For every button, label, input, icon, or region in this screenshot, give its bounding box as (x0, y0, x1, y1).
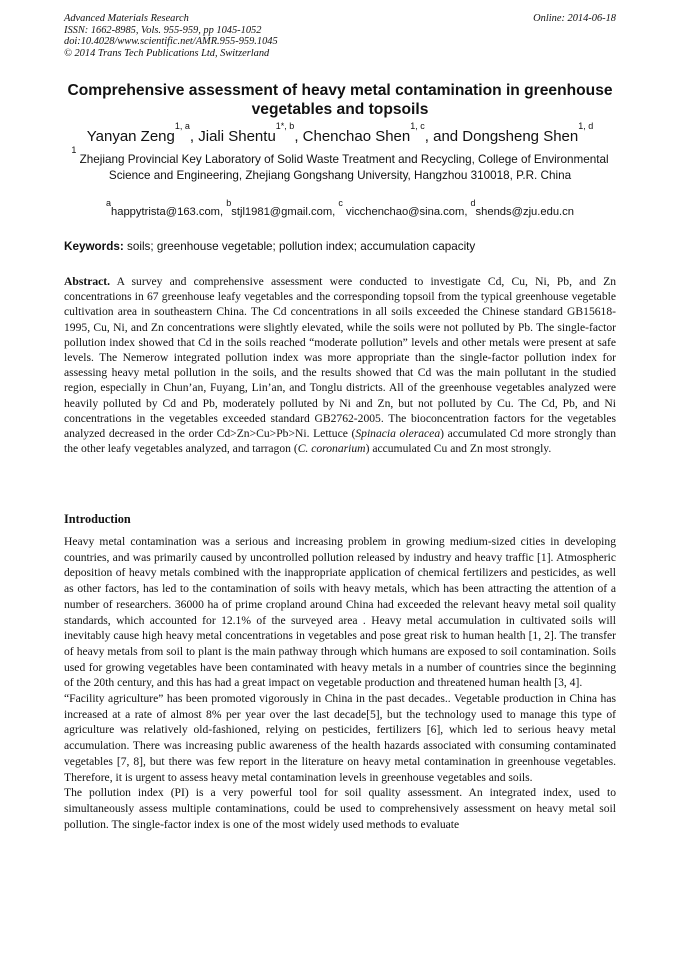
author-name: Chenchao Shen (302, 128, 411, 145)
paper-title: Comprehensive assessment of heavy metal contamination in greenhouse vegetables and topsoils (67, 82, 613, 118)
abstract (64, 274, 616, 456)
journal-name: Advanced Materials Research (64, 13, 189, 24)
author-name: Dongsheng Shen (462, 128, 579, 145)
abstract-text: ) accumulated Cu and Zn most strongly. (365, 442, 552, 456)
email-list (50, 198, 630, 219)
author-list (40, 121, 640, 146)
author-sup: 1, a (174, 121, 190, 131)
issn-line: ISSN: 1662-8985, Vols. 955-959, pp 1045-1052 (64, 24, 262, 36)
author-name: Yanyan Zeng (86, 128, 175, 145)
email-separator: , (220, 206, 227, 218)
author-separator: , and (424, 128, 463, 145)
author-separator: , (189, 128, 199, 145)
affiliation-text: Zhejiang Provincial Key Laboratory of Solid Waste Treatment and Recycling, College of Environmental Science and Engineering, Zhejiang Gongshang University, Hangzhou 310018, P.R. China (76, 153, 609, 182)
email-sup: b (226, 198, 232, 208)
abstract-text: A survey and comprehensive assessment were conducted to investigate Cd, Cu, Ni, Pb, and Zn concentrations in 67 greenhouse leafy vegetables and the corresponding topsoil from the typical greenhouse vegetable cultivation area in southeastern China. The Cd concentrations in all soils exceeded the Chinese standard GB15618-1995, Cu, Ni, and Zn concentrations were slightly elevated, while the soils were not polluted by Pb. The single-factor pollution index showed that Cd in the soils reached “moderate pollution” levels and other metals were present at safe levels. The Nemerow integrated pollution index was more appropriate than the single-factor pollution index for assessing heavy metal pollution in the soils, and the results showed that Cd was the main pollutant in the studied region, especially in Chun’an, Fuyang, Lin’an, and Tonglu districts. All of the greenhouse vegetables analyzed were heavily polluted by Cd and Pb, moderately polluted by Ni and Zn, but not polluted by Cu. The Cd, Pb, and Ni concentrations in the vegetables exceeded standard GB2762-2005. The bioconcentration factors for the vegetables analyzed decreased in the order Cd>Zn>Cu>Pb>Ni. Lettuce ( (64, 275, 616, 441)
email-address[interactable]: vicchenchao@sina.com (342, 206, 465, 218)
email-separator: , (332, 206, 339, 218)
affiliation-sup: 1 (71, 145, 77, 155)
online-date: Online: 2014-06-18 (533, 13, 616, 24)
paragraph: “Facility agriculture” has been promoted vigorously in China in the past decades.. Vegetable production in China has increased at a rate of almost 8% per year over the last decade[5], but the technology used to manage this type of agriculture was relatively old-fashioned, relying on pesticides, fertilizers [6], which led to serious heavy metal accumulation. There was increasing public awareness of the health hazards associated with consuming contaminated vegetables [7, 8], but there was few report in the literature on heavy metal contamination in greenhouse vegetables. Therefore, it is urgent to assess heavy metal contamination levels in greenhouse vegetables and soils. (64, 692, 616, 784)
author-separator: , (294, 128, 303, 145)
keywords-label: Keywords: (64, 240, 124, 253)
abstract-text: ) accumulated Cd more strongly than the other leafy vegetables analyzed, and tarragon ( (64, 427, 616, 456)
keywords (64, 240, 616, 254)
copyright-line: © 2014 Trans Tech Publications Ltd, Switzerland (64, 47, 270, 59)
abstract-label: Abstract. (64, 275, 111, 288)
email-address[interactable]: happytrista@163.com (111, 206, 221, 218)
email-sup: c (338, 198, 343, 208)
paragraph: Heavy metal contamination was a serious and increasing problem in growing medium-sized cities in developing countries, and was primarily caused by uncontrolled pollution released by industry and heavy traffic [1]. Atmospheric deposition of heavy metals combined with the inappropriate application of chemical fertilizers and pesticides, as well as other factors, has led to the contamination of soils with heavy metals, which has been attracting the attention of a number of researchers. 36000 ha of prime cropland around China had exceeded the relevant heavy metal soil quality standards, which accounted for 12.1% of the surveyed area . Heavy metal accumulation in cultivated soils will inevitably cause high heavy metal concentrations in vegetables and pose great risk to human health [1, 2]. The transfer of heavy metals from soil to plant is the main pathway through which humans are exposed to soil contamination. Soils used for growing vegetables have been contaminated with heavy metals in a number of countries since the beginning of the 20th century, and this has had a great impact on vegetable production and threatened human health [3, 4]. (64, 535, 616, 690)
email-separator: , (464, 206, 471, 218)
email-sup: a (106, 198, 112, 208)
email-sup: d (470, 198, 476, 208)
affiliation (64, 145, 616, 183)
author-name: Jiali Shentu (198, 128, 276, 145)
author-sup: 1, c (410, 121, 425, 131)
species-name: C. coronarium (297, 442, 366, 456)
author-sup: 1*, b (275, 121, 295, 131)
journal-header (64, 13, 616, 59)
paragraph: The pollution index (PI) is a very powerful tool for soil quality assessment. An integrated index, used to simultaneously assess multiple contaminations, could be used to comprehensively assessment on heavy metal soil pollution. The single-factor index is one of the most widely used methods to evaluate (64, 786, 616, 831)
keywords-text: soils; greenhouse vegetable; pollution index; accumulation capacity (123, 240, 476, 253)
author-sup: 1, d (578, 121, 594, 131)
email-address[interactable]: stjl1981@gmail.com (231, 206, 333, 218)
introduction-body (64, 534, 616, 832)
doi-line: doi:10.4028/www.scientific.net/AMR.955-959.1045 (64, 36, 278, 48)
species-name: Spinacia oleracea (355, 427, 441, 441)
section-heading-introduction: Introduction (64, 512, 131, 526)
email-address[interactable]: shends@zju.edu.cn (475, 206, 574, 218)
